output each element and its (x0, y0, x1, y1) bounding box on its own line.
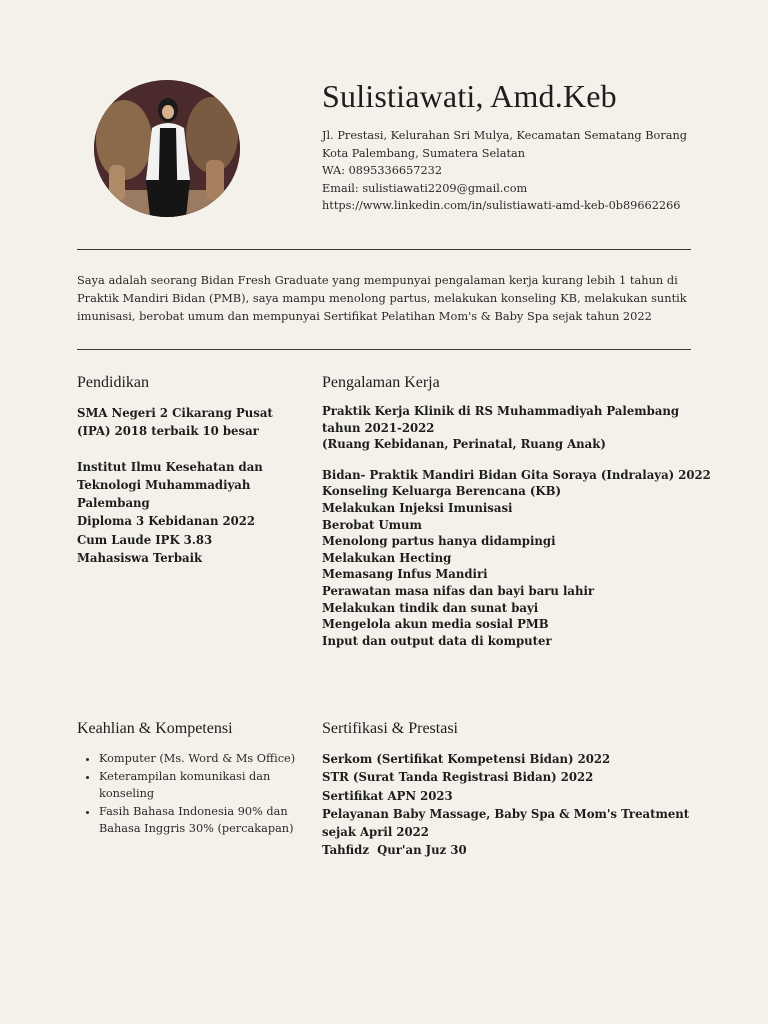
certs-heading: Sertifikasi & Prestasi (322, 720, 458, 737)
experience-list (322, 403, 711, 649)
linkedin-url[interactable]: https://www.linkedin.com/in/sulistiawati-amd-keb-0b89662266 (322, 199, 681, 212)
cert-item: Tahfidz Qur'an Juz 30 (322, 843, 467, 858)
profile-photo (94, 80, 240, 217)
skill-item: • Keterampilan komunikasi dan konseling (99, 768, 309, 803)
cert-item: Pelayanan Baby Massage, Baby Spa & Mom's Treatment (322, 806, 690, 821)
cert-item: STR (Surat Tanda Registrasi Bidan) 2022 (322, 770, 594, 785)
email-address[interactable]: Email: sulistiawati2209@gmail.com (322, 181, 528, 195)
contact-info (322, 127, 702, 215)
skills-list (77, 750, 309, 838)
education-line: (IPA) 2018 terbaik 10 besar (77, 424, 259, 439)
experience-line: Konseling Keluarga Berencana (KB) (322, 484, 561, 499)
cert-item: sejak April 2022 (322, 825, 429, 840)
education-line: Diploma 3 Kebidanan 2022 (77, 514, 256, 529)
education-heading: Pendidikan (77, 374, 149, 391)
experience-line: Bidan- Praktik Mandiri Bidan Gita Soraya (Indralaya) 2022 (322, 467, 711, 482)
education-line: Teknologi Muhammadiyah (77, 477, 251, 492)
divider-bottom (77, 349, 691, 350)
whatsapp-number: WA: 0895336657232 (322, 164, 443, 177)
candidate-name: Sulistiawati, Amd.Keb (322, 78, 617, 114)
education-line: Institut Ilmu Kesehatan dan (77, 459, 263, 474)
experience-line: Praktik Kerja Klinik di RS Muhammadiyah Palembang (322, 404, 680, 418)
experience-line: Melakukan Hecting (322, 550, 452, 565)
experience-line: (Ruang Kebidanan, Perinatal, Ruang Anak) (322, 437, 606, 452)
skill-item: • Fasih Bahasa Indonesia 90% dan Bahasa Inggris 30% (percakapan) (99, 803, 309, 838)
cert-item: Serkom (Sertifikat Kompetensi Bidan) 2022 (322, 752, 611, 766)
experience-line: Melakukan Injeksi Imunisasi (322, 500, 513, 515)
education-line: SMA Negeri 2 Cikarang Pusat (77, 406, 273, 420)
skills-heading: Keahlian & Kompetensi (77, 720, 233, 737)
education-list (77, 404, 273, 567)
experience-line: Menolong partus hanya didampingi (322, 534, 556, 549)
cert-item: Sertifikat APN 2023 (322, 788, 453, 803)
experience-line: Input dan output data di komputer (322, 633, 552, 648)
experience-heading: Pengalaman Kerja (322, 374, 440, 391)
skill-item: • Komputer (Ms. Word & Ms Office) (99, 750, 309, 768)
education-line: Palembang (77, 496, 150, 511)
experience-line: tahun 2021-2022 (322, 420, 435, 435)
certs-list (322, 750, 689, 860)
experience-line: Perawatan masa nifas dan bayi baru lahir (322, 583, 595, 598)
education-line: Cum Laude IPK 3.83 (77, 532, 213, 547)
experience-line: Berobat Umum (322, 517, 422, 532)
address-line-1: Jl. Prestasi, Kelurahan Sri Mulya, Kecamatan Sematang Borang (322, 129, 687, 142)
profile-summary: Saya adalah seorang Bidan Fresh Graduate yang mempunyai pengalaman kerja kurang lebih 1 tahun di Praktik Mandiri Bidan (PMB), saya mampu menolong partus, melakukan konseling KB, melakukan suntik imunisasi, berobat umum dan mempunyai Sertifikat Pelatihan Mom's & Baby Spa sejak tahun 2022 (77, 273, 687, 323)
experience-line: Memasang Infus Mandiri (322, 567, 488, 582)
experience-line: Melakukan tindik dan sunat bayi (322, 600, 539, 615)
education-line: Mahasiswa Terbaik (77, 551, 203, 566)
divider-top (77, 249, 691, 250)
experience-line: Mengelola akun media sosial PMB (322, 617, 549, 632)
address-line-2: Kota Palembang, Sumatera Selatan (322, 146, 526, 160)
